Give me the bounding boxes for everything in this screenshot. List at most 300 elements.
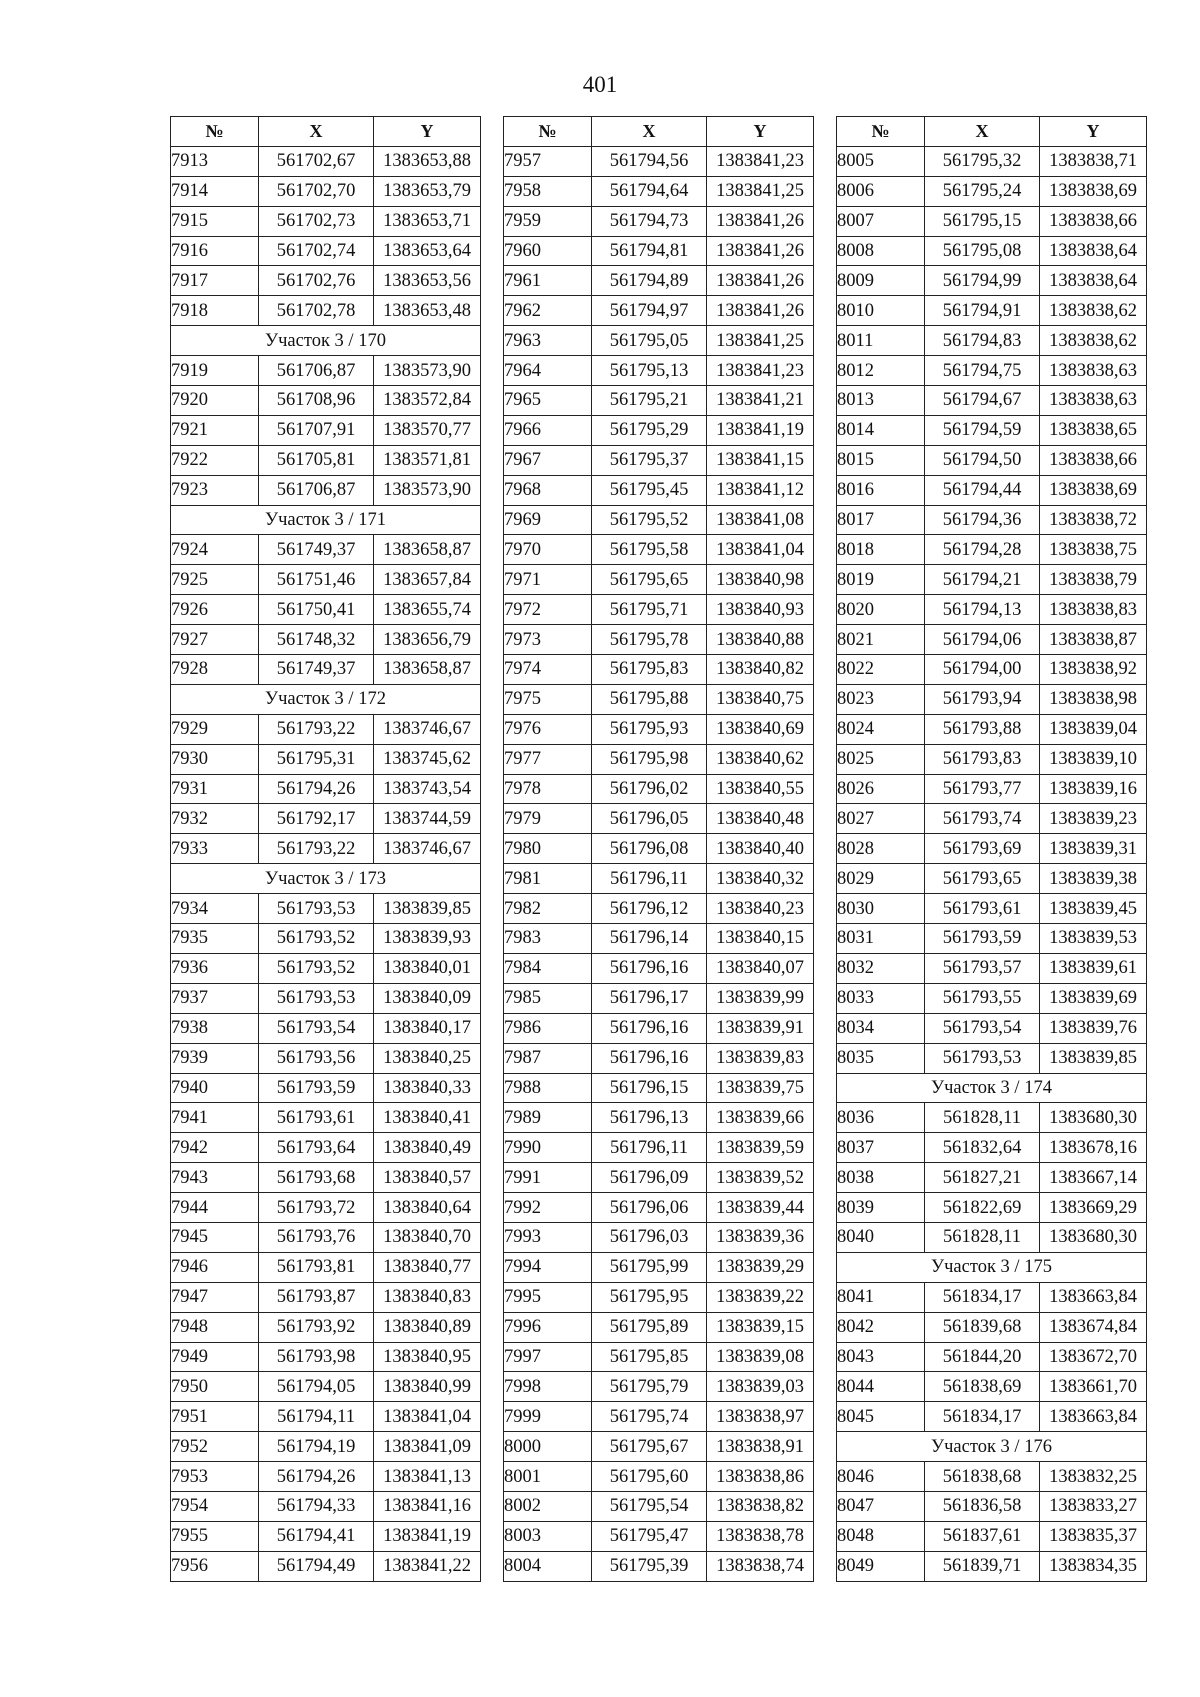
header-y: Y — [707, 117, 814, 147]
point-number: 7951 — [171, 1402, 259, 1432]
y-coordinate: 1383661,70 — [1040, 1372, 1147, 1402]
point-number: 7968 — [504, 475, 592, 505]
section-label: Участок 3 / 175 — [837, 1252, 1147, 1282]
x-coordinate: 561794,50 — [925, 445, 1040, 475]
point-number: 8020 — [837, 595, 925, 625]
point-number: 7993 — [504, 1222, 592, 1252]
table-row — [837, 296, 1147, 326]
y-coordinate: 1383745,62 — [374, 744, 481, 774]
y-coordinate: 1383840,33 — [374, 1073, 481, 1103]
point-number: 7945 — [171, 1222, 259, 1252]
x-coordinate: 561794,19 — [259, 1432, 374, 1462]
x-coordinate: 561794,21 — [925, 565, 1040, 595]
x-coordinate: 561793,22 — [259, 834, 374, 864]
x-coordinate: 561702,78 — [259, 296, 374, 326]
point-number: 7950 — [171, 1372, 259, 1402]
table-row — [837, 565, 1147, 595]
table-row — [504, 1402, 814, 1432]
x-coordinate: 561795,65 — [592, 565, 707, 595]
table-row — [504, 714, 814, 744]
y-coordinate: 1383838,97 — [707, 1402, 814, 1432]
table-row — [171, 356, 481, 386]
point-number: 8037 — [837, 1133, 925, 1163]
table-row — [171, 983, 481, 1013]
y-coordinate: 1383680,30 — [1040, 1222, 1147, 1252]
table-row — [171, 386, 481, 416]
x-coordinate: 561794,36 — [925, 505, 1040, 535]
header-row — [837, 117, 1147, 147]
x-coordinate: 561795,79 — [592, 1372, 707, 1402]
table-row — [504, 296, 814, 326]
table-row — [171, 894, 481, 924]
x-coordinate: 561793,76 — [259, 1222, 374, 1252]
point-number: 7916 — [171, 236, 259, 266]
x-coordinate: 561795,13 — [592, 356, 707, 386]
x-coordinate: 561796,06 — [592, 1193, 707, 1223]
y-coordinate: 1383840,17 — [374, 1013, 481, 1043]
header-y: Y — [1040, 117, 1147, 147]
y-coordinate: 1383839,99 — [707, 983, 814, 1013]
table-row — [504, 894, 814, 924]
x-coordinate: 561794,73 — [592, 206, 707, 236]
table-row — [171, 1073, 481, 1103]
point-number: 7979 — [504, 804, 592, 834]
table-row — [171, 146, 481, 176]
y-coordinate: 1383678,16 — [1040, 1133, 1147, 1163]
header-number: № — [837, 117, 925, 147]
x-coordinate: 561795,08 — [925, 236, 1040, 266]
y-coordinate: 1383840,62 — [707, 744, 814, 774]
point-number: 8031 — [837, 924, 925, 954]
y-coordinate: 1383838,62 — [1040, 296, 1147, 326]
x-coordinate: 561702,74 — [259, 236, 374, 266]
y-coordinate: 1383839,76 — [1040, 1013, 1147, 1043]
x-coordinate: 561834,17 — [925, 1282, 1040, 1312]
table-row — [171, 655, 481, 685]
y-coordinate: 1383838,65 — [1040, 415, 1147, 445]
point-number: 8030 — [837, 894, 925, 924]
y-coordinate: 1383841,25 — [707, 176, 814, 206]
y-coordinate: 1383839,15 — [707, 1312, 814, 1342]
table-row — [837, 146, 1147, 176]
y-coordinate: 1383838,98 — [1040, 684, 1147, 714]
point-number: 7939 — [171, 1043, 259, 1073]
x-coordinate: 561794,28 — [925, 535, 1040, 565]
x-coordinate: 561796,16 — [592, 1013, 707, 1043]
point-number: 8019 — [837, 565, 925, 595]
y-coordinate: 1383653,79 — [374, 176, 481, 206]
section-row — [837, 1252, 1147, 1282]
table-row — [837, 894, 1147, 924]
point-number: 7932 — [171, 804, 259, 834]
point-number: 8033 — [837, 983, 925, 1013]
point-number: 7915 — [171, 206, 259, 236]
table-row — [837, 1491, 1147, 1521]
header-row — [171, 117, 481, 147]
x-coordinate: 561749,37 — [259, 655, 374, 685]
table-row — [504, 864, 814, 894]
y-coordinate: 1383573,90 — [374, 475, 481, 505]
x-coordinate: 561839,71 — [925, 1551, 1040, 1581]
point-number: 8023 — [837, 684, 925, 714]
table-row — [171, 535, 481, 565]
x-coordinate: 561795,45 — [592, 475, 707, 505]
table-row — [504, 774, 814, 804]
table-row — [837, 206, 1147, 236]
x-coordinate: 561795,54 — [592, 1491, 707, 1521]
point-number: 8022 — [837, 655, 925, 685]
table-row — [171, 1402, 481, 1432]
x-coordinate: 561795,85 — [592, 1342, 707, 1372]
point-number: 7928 — [171, 655, 259, 685]
x-coordinate: 561795,39 — [592, 1551, 707, 1581]
y-coordinate: 1383841,23 — [707, 356, 814, 386]
table-row — [504, 1222, 814, 1252]
point-number: 7975 — [504, 684, 592, 714]
x-coordinate: 561793,52 — [259, 924, 374, 954]
x-coordinate: 561796,02 — [592, 774, 707, 804]
y-coordinate: 1383832,25 — [1040, 1462, 1147, 1492]
y-coordinate: 1383656,79 — [374, 625, 481, 655]
y-coordinate: 1383838,64 — [1040, 266, 1147, 296]
table-row — [837, 1312, 1147, 1342]
y-coordinate: 1383663,84 — [1040, 1282, 1147, 1312]
y-coordinate: 1383840,01 — [374, 953, 481, 983]
point-number: 7961 — [504, 266, 592, 296]
x-coordinate: 561793,77 — [925, 774, 1040, 804]
table-row — [837, 1372, 1147, 1402]
y-coordinate: 1383839,61 — [1040, 953, 1147, 983]
point-number: 8003 — [504, 1521, 592, 1551]
y-coordinate: 1383839,75 — [707, 1073, 814, 1103]
point-number: 7946 — [171, 1252, 259, 1282]
coordinates-table-2 — [503, 116, 814, 1582]
point-number: 7942 — [171, 1133, 259, 1163]
table-row — [504, 1491, 814, 1521]
table-row — [837, 1342, 1147, 1372]
y-coordinate: 1383572,84 — [374, 386, 481, 416]
y-coordinate: 1383835,37 — [1040, 1521, 1147, 1551]
x-coordinate: 561832,64 — [925, 1133, 1040, 1163]
y-coordinate: 1383841,26 — [707, 206, 814, 236]
point-number: 7935 — [171, 924, 259, 954]
y-coordinate: 1383838,66 — [1040, 206, 1147, 236]
y-coordinate: 1383838,64 — [1040, 236, 1147, 266]
y-coordinate: 1383839,38 — [1040, 864, 1147, 894]
table-row — [171, 1342, 481, 1372]
point-number: 7998 — [504, 1372, 592, 1402]
x-coordinate: 561707,91 — [259, 415, 374, 445]
table-row — [504, 1252, 814, 1282]
table-row — [171, 1222, 481, 1252]
x-coordinate: 561793,56 — [259, 1043, 374, 1073]
table-row — [837, 625, 1147, 655]
point-number: 7955 — [171, 1521, 259, 1551]
table-row — [837, 595, 1147, 625]
point-number: 8014 — [837, 415, 925, 445]
y-coordinate: 1383839,45 — [1040, 894, 1147, 924]
x-coordinate: 561794,44 — [925, 475, 1040, 505]
y-coordinate: 1383839,66 — [707, 1103, 814, 1133]
x-coordinate: 561795,71 — [592, 595, 707, 625]
point-number: 7920 — [171, 386, 259, 416]
table-row — [504, 684, 814, 714]
x-coordinate: 561828,11 — [925, 1222, 1040, 1252]
x-coordinate: 561750,41 — [259, 595, 374, 625]
table-row — [837, 326, 1147, 356]
section-row — [171, 864, 481, 894]
point-number: 8012 — [837, 356, 925, 386]
y-coordinate: 1383838,63 — [1040, 386, 1147, 416]
y-coordinate: 1383841,15 — [707, 445, 814, 475]
x-coordinate: 561794,56 — [592, 146, 707, 176]
point-number: 7988 — [504, 1073, 592, 1103]
table-row — [504, 356, 814, 386]
table-row — [504, 1013, 814, 1043]
y-coordinate: 1383838,91 — [707, 1432, 814, 1462]
x-coordinate: 561794,11 — [259, 1402, 374, 1432]
x-coordinate: 561793,53 — [925, 1043, 1040, 1073]
y-coordinate: 1383841,08 — [707, 505, 814, 535]
point-number: 7931 — [171, 774, 259, 804]
y-coordinate: 1383838,71 — [1040, 146, 1147, 176]
y-coordinate: 1383841,16 — [374, 1491, 481, 1521]
y-coordinate: 1383573,90 — [374, 356, 481, 386]
y-coordinate: 1383838,82 — [707, 1491, 814, 1521]
point-number: 8001 — [504, 1462, 592, 1492]
point-number: 7923 — [171, 475, 259, 505]
y-coordinate: 1383841,04 — [707, 535, 814, 565]
table-row — [171, 1252, 481, 1282]
x-coordinate: 561705,81 — [259, 445, 374, 475]
point-number: 7947 — [171, 1282, 259, 1312]
point-number: 7982 — [504, 894, 592, 924]
y-coordinate: 1383838,63 — [1040, 356, 1147, 386]
x-coordinate: 561793,69 — [925, 834, 1040, 864]
table-row — [837, 714, 1147, 744]
table-row — [837, 983, 1147, 1013]
point-number: 7940 — [171, 1073, 259, 1103]
point-number: 7922 — [171, 445, 259, 475]
y-coordinate: 1383663,84 — [1040, 1402, 1147, 1432]
point-number: 8015 — [837, 445, 925, 475]
section-row — [171, 684, 481, 714]
table-row — [171, 1312, 481, 1342]
x-coordinate: 561836,58 — [925, 1491, 1040, 1521]
point-number: 7985 — [504, 983, 592, 1013]
x-coordinate: 561793,54 — [259, 1013, 374, 1043]
x-coordinate: 561794,81 — [592, 236, 707, 266]
table-row — [837, 1103, 1147, 1133]
table-row — [837, 1163, 1147, 1193]
x-coordinate: 561793,81 — [259, 1252, 374, 1282]
x-coordinate: 561793,59 — [925, 924, 1040, 954]
point-number: 7972 — [504, 595, 592, 625]
table-row — [504, 924, 814, 954]
point-number: 8010 — [837, 296, 925, 326]
point-number: 7929 — [171, 714, 259, 744]
point-number: 7925 — [171, 565, 259, 595]
x-coordinate: 561796,05 — [592, 804, 707, 834]
header-number: № — [504, 117, 592, 147]
point-number: 7978 — [504, 774, 592, 804]
y-coordinate: 1383840,99 — [374, 1372, 481, 1402]
point-number: 8006 — [837, 176, 925, 206]
point-number: 7914 — [171, 176, 259, 206]
table-row — [504, 983, 814, 1013]
table-row — [837, 924, 1147, 954]
point-number: 8036 — [837, 1103, 925, 1133]
x-coordinate: 561795,29 — [592, 415, 707, 445]
x-coordinate: 561838,68 — [925, 1462, 1040, 1492]
point-number: 8042 — [837, 1312, 925, 1342]
y-coordinate: 1383838,69 — [1040, 475, 1147, 505]
y-coordinate: 1383840,07 — [707, 953, 814, 983]
y-coordinate: 1383840,40 — [707, 834, 814, 864]
x-coordinate: 561838,69 — [925, 1372, 1040, 1402]
section-label: Участок 3 / 172 — [171, 684, 481, 714]
table-row — [171, 804, 481, 834]
x-coordinate: 561794,83 — [925, 326, 1040, 356]
x-coordinate: 561796,12 — [592, 894, 707, 924]
x-coordinate: 561751,46 — [259, 565, 374, 595]
y-coordinate: 1383838,69 — [1040, 176, 1147, 206]
y-coordinate: 1383838,62 — [1040, 326, 1147, 356]
point-number: 7954 — [171, 1491, 259, 1521]
y-coordinate: 1383838,72 — [1040, 505, 1147, 535]
point-number: 8008 — [837, 236, 925, 266]
x-coordinate: 561793,54 — [925, 1013, 1040, 1043]
x-coordinate: 561793,55 — [925, 983, 1040, 1013]
header-number: № — [171, 117, 259, 147]
y-coordinate: 1383838,83 — [1040, 595, 1147, 625]
point-number: 7924 — [171, 535, 259, 565]
section-label: Участок 3 / 176 — [837, 1432, 1147, 1462]
y-coordinate: 1383840,48 — [707, 804, 814, 834]
point-number: 8046 — [837, 1462, 925, 1492]
x-coordinate: 561795,88 — [592, 684, 707, 714]
x-coordinate: 561793,87 — [259, 1282, 374, 1312]
table-row — [837, 655, 1147, 685]
table-row — [171, 475, 481, 505]
x-coordinate: 561794,99 — [925, 266, 1040, 296]
table-row — [171, 834, 481, 864]
y-coordinate: 1383653,56 — [374, 266, 481, 296]
x-coordinate: 561702,70 — [259, 176, 374, 206]
y-coordinate: 1383838,74 — [707, 1551, 814, 1581]
point-number: 7918 — [171, 296, 259, 326]
y-coordinate: 1383840,32 — [707, 864, 814, 894]
point-number: 8005 — [837, 146, 925, 176]
point-number: 7986 — [504, 1013, 592, 1043]
y-coordinate: 1383840,98 — [707, 565, 814, 595]
table-row — [504, 1551, 814, 1581]
y-coordinate: 1383839,59 — [707, 1133, 814, 1163]
table-row — [837, 176, 1147, 206]
y-coordinate: 1383839,91 — [707, 1013, 814, 1043]
point-number: 8044 — [837, 1372, 925, 1402]
table-row — [837, 445, 1147, 475]
x-coordinate: 561822,69 — [925, 1193, 1040, 1223]
table-row — [837, 475, 1147, 505]
y-coordinate: 1383839,93 — [374, 924, 481, 954]
table-row — [837, 1193, 1147, 1223]
section-row — [171, 505, 481, 535]
y-coordinate: 1383839,36 — [707, 1222, 814, 1252]
table-row — [837, 1222, 1147, 1252]
y-coordinate: 1383841,26 — [707, 236, 814, 266]
x-coordinate: 561795,89 — [592, 1312, 707, 1342]
table-row — [171, 1521, 481, 1551]
table-row — [837, 505, 1147, 535]
point-number: 7938 — [171, 1013, 259, 1043]
y-coordinate: 1383841,04 — [374, 1402, 481, 1432]
y-coordinate: 1383841,26 — [707, 266, 814, 296]
x-coordinate: 561793,68 — [259, 1163, 374, 1193]
y-coordinate: 1383657,84 — [374, 565, 481, 595]
point-number: 7930 — [171, 744, 259, 774]
section-label: Участок 3 / 174 — [837, 1073, 1147, 1103]
point-number: 8038 — [837, 1163, 925, 1193]
table-row — [171, 595, 481, 625]
section-label: Участок 3 / 171 — [171, 505, 481, 535]
point-number: 7917 — [171, 266, 259, 296]
x-coordinate: 561795,74 — [592, 1402, 707, 1432]
table-row — [504, 505, 814, 535]
x-coordinate: 561796,11 — [592, 864, 707, 894]
y-coordinate: 1383841,21 — [707, 386, 814, 416]
table-row — [837, 1043, 1147, 1073]
y-coordinate: 1383746,67 — [374, 834, 481, 864]
table-row — [504, 415, 814, 445]
table-row — [171, 176, 481, 206]
table-row — [837, 864, 1147, 894]
point-number: 7933 — [171, 834, 259, 864]
point-number: 8026 — [837, 774, 925, 804]
x-coordinate: 561794,41 — [259, 1521, 374, 1551]
table-row — [504, 1372, 814, 1402]
table-row — [504, 744, 814, 774]
x-coordinate: 561794,97 — [592, 296, 707, 326]
y-coordinate: 1383570,77 — [374, 415, 481, 445]
point-number: 7913 — [171, 146, 259, 176]
header-y: Y — [374, 117, 481, 147]
table-row — [504, 565, 814, 595]
x-coordinate: 561793,22 — [259, 714, 374, 744]
point-number: 7959 — [504, 206, 592, 236]
point-number: 7973 — [504, 625, 592, 655]
x-coordinate: 561796,17 — [592, 983, 707, 1013]
x-coordinate: 561706,87 — [259, 356, 374, 386]
x-coordinate: 561794,49 — [259, 1551, 374, 1581]
point-number: 7943 — [171, 1163, 259, 1193]
y-coordinate: 1383840,41 — [374, 1103, 481, 1133]
x-coordinate: 561795,47 — [592, 1521, 707, 1551]
table-row — [837, 684, 1147, 714]
table-row — [171, 774, 481, 804]
y-coordinate: 1383839,85 — [1040, 1043, 1147, 1073]
point-number: 7969 — [504, 505, 592, 535]
x-coordinate: 561794,64 — [592, 176, 707, 206]
y-coordinate: 1383653,48 — [374, 296, 481, 326]
y-coordinate: 1383840,55 — [707, 774, 814, 804]
table-row — [837, 744, 1147, 774]
point-number: 7964 — [504, 356, 592, 386]
table-row — [171, 1282, 481, 1312]
y-coordinate: 1383841,13 — [374, 1462, 481, 1492]
x-coordinate: 561794,26 — [259, 1462, 374, 1492]
x-coordinate: 561702,67 — [259, 146, 374, 176]
